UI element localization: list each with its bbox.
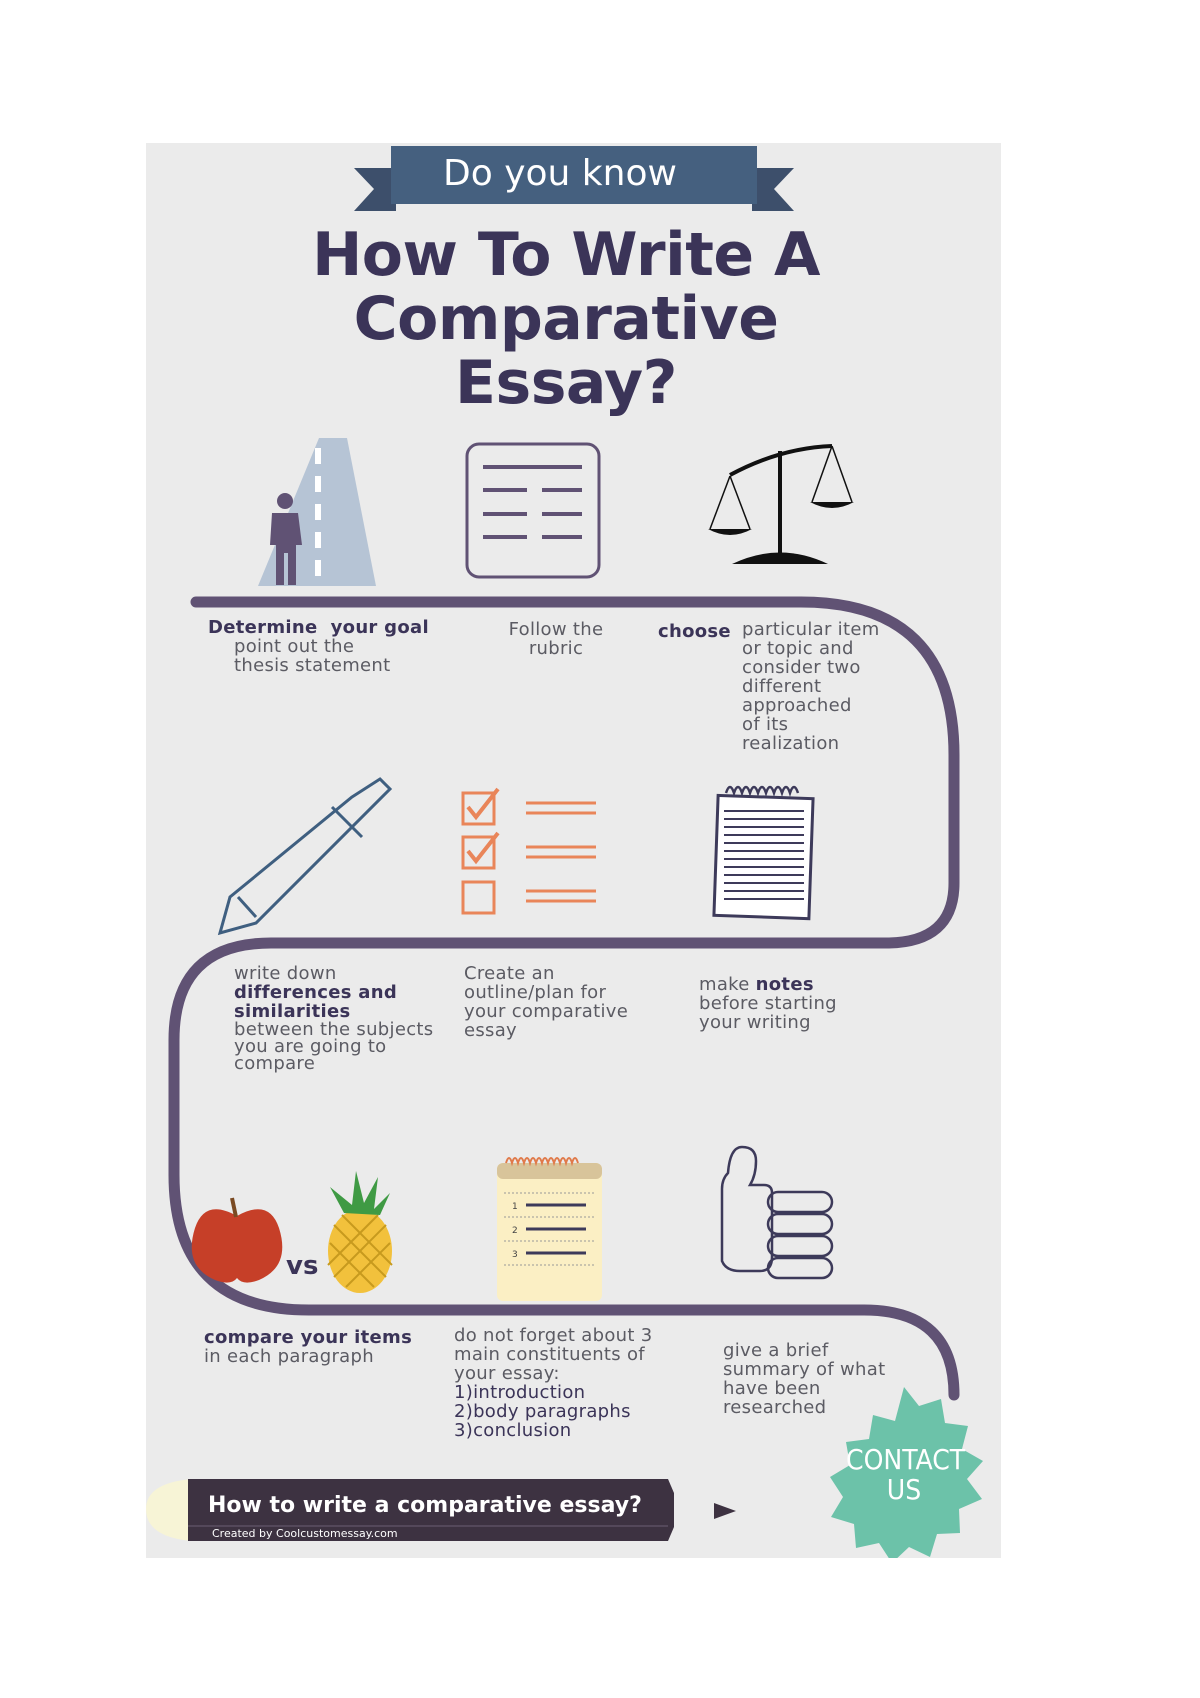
thumbs-up-icon <box>722 1147 832 1278</box>
step-choose-label: choose <box>658 621 731 642</box>
title-line-2: Comparative <box>353 284 779 354</box>
infographic-poster <box>146 143 1001 1558</box>
notepad-icon <box>714 787 813 919</box>
step-three-constituents: do not forget about 3 main constituents of your essay: 1)introduction 2)body paragraphs 3)conclusion <box>454 1325 653 1441</box>
checklist-icon <box>463 789 596 913</box>
page-title <box>206 220 926 418</box>
numbered-list-icon <box>497 1158 602 1301</box>
step-make-notes: make notes before starting your writing <box>699 974 837 1033</box>
step-brief-summary: give a brief summary of what have been researched <box>723 1340 886 1418</box>
svg-text:1: 1 <box>512 1202 518 1212</box>
footer-credit: Created by Coolcustomessay.com <box>212 1527 398 1540</box>
pencil-icon <box>220 779 390 933</box>
step-write-down: write down differences and similarities between the subjects you are going to compare <box>234 963 434 1074</box>
scales-icon <box>708 446 854 564</box>
footer-title: How to write a comparative essay? <box>208 1493 642 1518</box>
title-line-1: How To Write A <box>312 220 820 290</box>
svg-text:3: 3 <box>512 1250 518 1260</box>
contact-us-button[interactable]: CONTACT US <box>846 1443 966 1506</box>
document-icon <box>467 444 599 577</box>
step-choose-text: particular item or topic and consider two different approached of its realization <box>742 619 880 754</box>
step-determine-goal: Determine your goal point out the thesis statement <box>208 617 429 676</box>
title-line-3: Essay? <box>455 348 677 418</box>
step-follow-rubric: Follow the rubric <box>508 619 604 659</box>
step-create-outline: Create an outline/plan for your comparative essay <box>464 963 629 1041</box>
road-person-icon <box>258 438 376 586</box>
banner-label: Do you know <box>443 153 677 194</box>
vs-label: vs <box>286 1251 319 1281</box>
step-compare-items: compare your items in each paragraph <box>204 1327 413 1367</box>
svg-text:2: 2 <box>512 1226 518 1236</box>
